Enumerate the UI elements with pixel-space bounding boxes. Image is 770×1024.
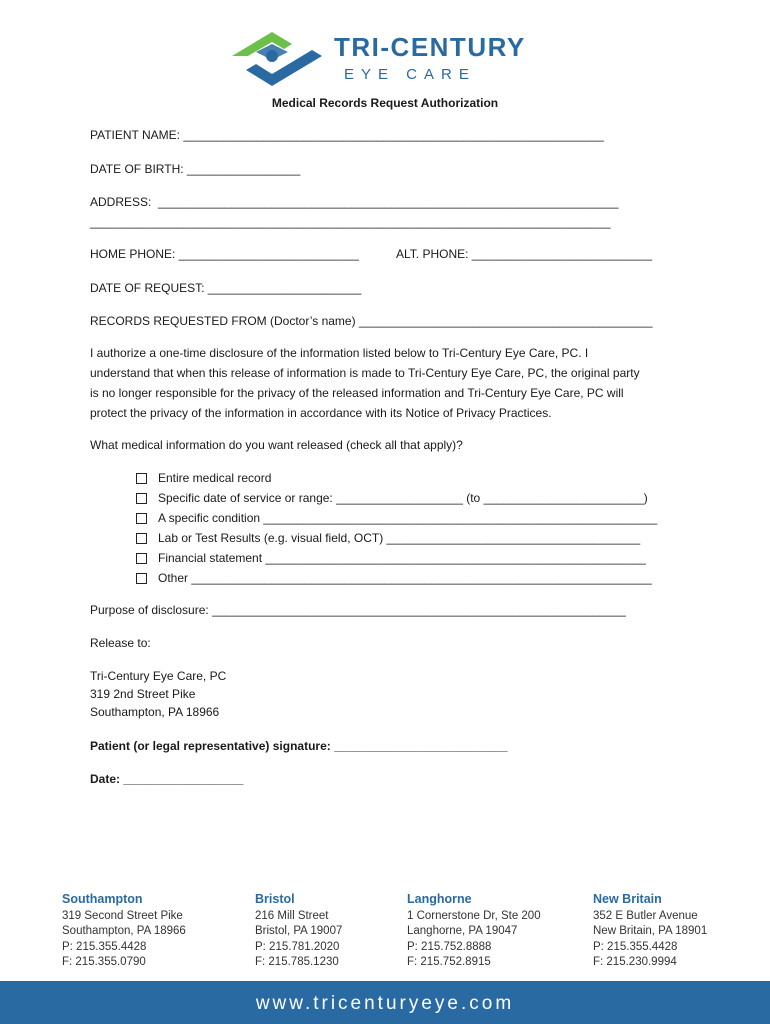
location-line: New Britain, PA 18901 — [593, 925, 708, 937]
checkbox-financial-statement[interactable] — [136, 553, 147, 564]
location-bristol — [255, 892, 342, 971]
location-line: 319 Second Street Pike — [62, 909, 183, 922]
brand-name: TRI-CENTURY — [334, 32, 526, 62]
authorization-paragraph — [90, 343, 690, 423]
address-field-2[interactable]: ______________________________________________________________________________ — [90, 215, 611, 229]
authorization-line: I authorize a one-time disclosure of the information listed below to Tri-Century Eye Care, PC. I — [90, 346, 589, 360]
date-of-request-field[interactable]: DATE OF REQUEST: _______________________ — [90, 281, 362, 295]
records-from-field[interactable]: RECORDS REQUESTED FROM (Doctor’s name) ____________________________________________ — [90, 314, 653, 328]
purpose-field[interactable]: Purpose of disclosure: ______________________________________________________________ — [90, 603, 626, 617]
option-label[interactable]: Lab or Test Results (e.g. visual field, OCT) ______________________________________ — [158, 531, 641, 545]
location-line: Langhorne, PA 19047 — [407, 925, 518, 937]
home-phone-field[interactable]: HOME PHONE: ___________________________ — [90, 247, 359, 261]
brand-subtitle: EYE CARE — [344, 66, 476, 83]
location-line: F: 215.785.1230 — [255, 956, 339, 968]
location-langhorne — [407, 892, 541, 971]
checkbox-entire-record[interactable] — [136, 473, 147, 484]
eye-logo-icon — [226, 28, 326, 88]
location-line: 352 E Butler Avenue — [593, 909, 698, 922]
signature-field[interactable]: Patient (or legal representative) signature: __________________________ — [90, 739, 508, 753]
form-title: Medical Records Request Authorization — [271, 96, 499, 110]
authorization-line: is no longer responsible for the privacy of the released information and Tri-Century Eye Care, PC will — [90, 386, 624, 400]
release-to-label: Release to: — [90, 636, 151, 650]
checkbox-specific-condition[interactable] — [136, 513, 147, 524]
authorization-line: understand that when this release of information is made to Tri-Century Eye Care, PC, the original party — [90, 366, 640, 380]
checkbox-date-range[interactable] — [136, 493, 147, 504]
location-name: Langhorne — [407, 892, 472, 906]
location-line: F: 215.355.0790 — [62, 956, 146, 968]
location-southampton — [62, 892, 186, 971]
address-field-1[interactable]: ADDRESS: _____________________________________________________________________ — [90, 195, 619, 209]
option-label[interactable]: Financial statement _________________________________________________________ — [158, 551, 646, 565]
location-line: 1 Cornerstone Dr, Ste 200 — [407, 909, 541, 922]
company-logo — [226, 28, 546, 88]
option-label: Entire medical record — [158, 471, 272, 485]
website-link[interactable]: www.tricenturyeye.com — [255, 993, 515, 1014]
release-question: What medical information do you want released (check all that apply)? — [90, 438, 463, 452]
checkbox-lab-results[interactable] — [136, 533, 147, 544]
option-label[interactable]: Other _____________________________________________________________________ — [158, 571, 652, 585]
location-name: New Britain — [593, 892, 662, 906]
release-address-line: Tri-Century Eye Care, PC — [90, 669, 227, 683]
release-address-line: 319 2nd Street Pike — [90, 687, 196, 701]
patient-name-field[interactable]: PATIENT NAME: _______________________________________________________________ — [90, 128, 604, 142]
location-line: P: 215.752.8888 — [407, 940, 492, 953]
location-line: Bristol, PA 19007 — [255, 925, 343, 937]
location-name: Southampton — [62, 892, 143, 906]
release-address-line: Southampton, PA 18966 — [90, 705, 220, 719]
location-line: P: 215.781.2020 — [255, 940, 340, 953]
location-new-britain — [593, 892, 707, 971]
location-line: F: 215.230.9994 — [593, 956, 677, 968]
location-line: 216 Mill Street — [255, 909, 329, 922]
alt-phone-field[interactable]: ALT. PHONE: ___________________________ — [396, 247, 652, 261]
authorization-line: protect the privacy of the information in accordance with its Notice of Privacy Practices. — [90, 406, 552, 420]
date-field[interactable]: Date: __________________ — [90, 772, 244, 786]
location-line: P: 215.355.4428 — [593, 940, 678, 953]
location-line: Southampton, PA 18966 — [62, 925, 186, 937]
option-label[interactable]: A specific condition ___________________________________________________________ — [158, 511, 658, 525]
dob-field[interactable]: DATE OF BIRTH: _________________ — [90, 162, 301, 176]
location-line: F: 215.752.8915 — [407, 956, 491, 968]
location-name: Bristol — [255, 892, 295, 906]
checkbox-other[interactable] — [136, 573, 147, 584]
location-line: P: 215.355.4428 — [62, 940, 147, 953]
footer-bar — [0, 981, 770, 1024]
option-label[interactable]: Specific date of service or range: ___________________ (to ________________________) — [158, 491, 648, 505]
